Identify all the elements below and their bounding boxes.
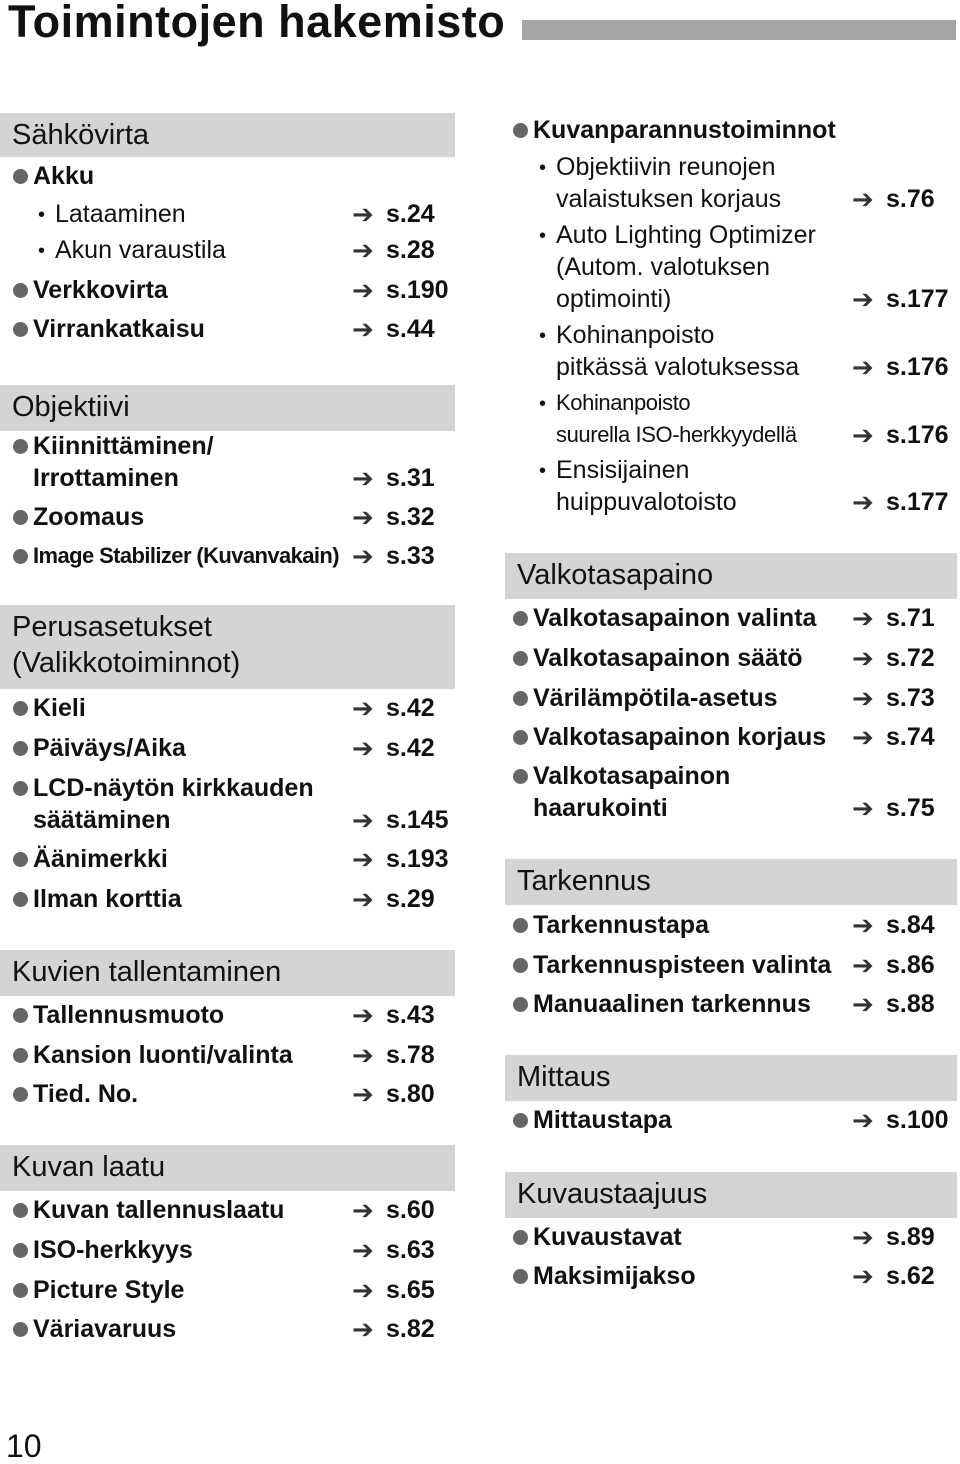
page-reference: s.31: [386, 464, 435, 492]
page-reference: s.71: [886, 604, 935, 632]
page-reference: s.28: [386, 236, 435, 264]
section-heading-line: (Valikkotoiminnot): [12, 647, 241, 679]
page-reference: s.65: [386, 1276, 435, 1304]
entry-label: Virrankatkaisu: [33, 315, 205, 343]
arrow-right-icon: ➔: [352, 1079, 374, 1109]
section-heading: Valkotasapaino: [505, 553, 957, 599]
page-reference: s.80: [386, 1080, 435, 1108]
entry-label: Irrottaminen: [33, 464, 179, 492]
page-reference: s.42: [386, 734, 435, 762]
bullet-dot-icon: [13, 1087, 28, 1102]
entry-label: Kuvan tallennuslaatu: [33, 1196, 285, 1224]
page-reference: s.145: [386, 806, 449, 834]
page-reference: s.72: [886, 644, 935, 672]
page-reference: s.100: [886, 1106, 949, 1134]
entry-label: Akun varaustila: [55, 236, 226, 264]
page-reference: s.75: [886, 794, 935, 822]
entry-label: Maksimijakso: [533, 1262, 696, 1290]
arrow-right-icon: ➔: [352, 1235, 374, 1265]
page-reference: s.62: [886, 1262, 935, 1290]
bullet-dot-icon: [13, 1283, 28, 1298]
arrow-right-icon: ➔: [352, 1040, 374, 1070]
arrow-right-icon: ➔: [852, 989, 874, 1019]
entry-label: Zoomaus: [33, 503, 145, 531]
page-reference: s.190: [386, 276, 449, 304]
entry-label: Ilman korttia: [33, 885, 182, 913]
entry-label: huippuvalotoisto: [556, 488, 737, 516]
arrow-right-icon: ➔: [852, 910, 874, 940]
entry-label: Auto Lighting Optimizer: [556, 221, 816, 249]
entry-label: Kiinnittäminen/: [33, 432, 214, 460]
entry-label: Valkotasapainon valinta: [533, 604, 817, 632]
arrow-right-icon: ➔: [852, 184, 874, 214]
arrow-right-icon: ➔: [352, 1314, 374, 1344]
page-reference: s.76: [886, 185, 935, 213]
entry-label: LCD-näytön kirkkauden: [33, 774, 314, 802]
section-heading: Kuvan laatu: [0, 1145, 455, 1191]
bullet-dot-icon: [13, 1243, 28, 1258]
arrow-right-icon: ➔: [852, 284, 874, 314]
entry-label: Kieli: [33, 694, 86, 722]
page-reference: s.44: [386, 315, 435, 343]
bullet-dot-icon: [513, 691, 528, 706]
page-reference: s.32: [386, 503, 435, 531]
page-reference: s.88: [886, 990, 935, 1018]
page-title: Toimintojen hakemisto: [8, 0, 506, 47]
section-heading: [0, 605, 455, 689]
arrow-right-icon: ➔: [352, 1195, 374, 1225]
entry-label: Mittaustapa: [533, 1106, 672, 1134]
page-reference: s.29: [386, 885, 435, 913]
sub-bullet: •: [539, 393, 547, 415]
page-reference: s.86: [886, 951, 935, 979]
entry-label: valaistuksen korjaus: [556, 185, 782, 213]
entry-label: Kohinanpoisto: [556, 321, 715, 349]
arrow-right-icon: ➔: [352, 199, 374, 229]
bullet-dot-icon: [13, 439, 28, 454]
entry-label: Tallennusmuoto: [33, 1001, 225, 1029]
arrow-right-icon: ➔: [352, 463, 374, 493]
bullet-dot-icon: [513, 1113, 528, 1128]
bullet-dot-icon: [13, 283, 28, 298]
entry-label: Kuvanparannustoiminnot: [533, 116, 836, 144]
section-heading: Objektiivi: [0, 385, 455, 431]
bullet-dot-icon: [13, 322, 28, 337]
arrow-right-icon: ➔: [352, 1000, 374, 1030]
section-heading: Sähkövirta: [0, 113, 455, 157]
entry-label: Kohinanpoisto: [556, 390, 691, 415]
arrow-right-icon: ➔: [352, 502, 374, 532]
arrow-right-icon: ➔: [352, 733, 374, 763]
bullet-dot-icon: [13, 701, 28, 716]
arrow-right-icon: ➔: [852, 1261, 874, 1291]
entry-label: Tarkennuspisteen valinta: [533, 951, 832, 979]
bullet-dot-icon: [513, 1230, 528, 1245]
bullet-dot-icon: [13, 741, 28, 756]
entry-label: Värilämpötila-asetus: [533, 684, 778, 712]
arrow-right-icon: ➔: [352, 1275, 374, 1305]
arrow-right-icon: ➔: [852, 722, 874, 752]
bullet-dot-icon: [513, 769, 528, 784]
page-reference: s.63: [386, 1236, 435, 1264]
bullet-dot-icon: [13, 1048, 28, 1063]
section-heading: Kuvien tallentaminen: [0, 950, 455, 996]
bullet-dot-icon: [513, 1269, 528, 1284]
bullet-dot-icon: [513, 918, 528, 933]
entry-label: ISO-herkkyys: [33, 1236, 193, 1264]
entry-label: Image Stabilizer (Kuvanvakain): [33, 543, 339, 568]
arrow-right-icon: ➔: [352, 884, 374, 914]
page-reference: s.89: [886, 1223, 935, 1251]
bullet-dot-icon: [13, 1008, 28, 1023]
entry-label: optimointi): [556, 285, 672, 313]
page-reference: s.176: [886, 421, 949, 449]
section-heading-line: Perusasetukset: [12, 611, 212, 643]
entry-label: (Autom. valotuksen: [556, 253, 770, 281]
bullet-dot-icon: [513, 730, 528, 745]
page-reference: s.24: [386, 200, 435, 228]
section-heading: Kuvaustaajuus: [505, 1172, 957, 1218]
bullet-dot-icon: [513, 123, 528, 138]
page-reference: s.78: [386, 1041, 435, 1069]
arrow-right-icon: ➔: [852, 352, 874, 382]
page-reference: s.177: [886, 285, 949, 313]
arrow-right-icon: ➔: [352, 275, 374, 305]
arrow-right-icon: ➔: [852, 643, 874, 673]
entry-label: Päiväys/Aika: [33, 734, 186, 762]
entry-label: Lataaminen: [55, 200, 186, 228]
entry-label: Kuvaustavat: [533, 1223, 682, 1251]
bullet-dot-icon: [513, 997, 528, 1012]
sub-bullet: •: [38, 204, 46, 226]
page-reference: s.43: [386, 1001, 435, 1029]
sub-bullet: •: [539, 157, 547, 179]
entry-label: Väriavaruus: [33, 1315, 177, 1343]
sub-bullet: •: [539, 325, 547, 347]
arrow-right-icon: ➔: [852, 603, 874, 633]
bullet-dot-icon: [13, 892, 28, 907]
sub-bullet: •: [38, 240, 46, 262]
bullet-dot-icon: [513, 958, 528, 973]
bullet-dot-icon: [13, 510, 28, 525]
entry-label: Manuaalinen tarkennus: [533, 990, 811, 1018]
bullet-dot-icon: [13, 1203, 28, 1218]
sub-bullet: •: [539, 225, 547, 247]
entry-label: Valkotasapainon säätö: [533, 644, 803, 672]
sub-bullet: •: [539, 460, 547, 482]
entry-label: Objektiivin reunojen: [556, 153, 776, 181]
page-reference: s.74: [886, 723, 935, 751]
arrow-right-icon: ➔: [852, 420, 874, 450]
arrow-right-icon: ➔: [352, 693, 374, 723]
arrow-right-icon: ➔: [852, 1222, 874, 1252]
entry-label: Tarkennustapa: [533, 911, 709, 939]
page-reference: s.73: [886, 684, 935, 712]
bullet-dot-icon: [13, 1322, 28, 1337]
page-reference: s.82: [386, 1315, 435, 1343]
page-reference: s.176: [886, 353, 949, 381]
arrow-right-icon: ➔: [352, 541, 374, 571]
title-rule: [522, 20, 956, 40]
bullet-dot-icon: [13, 852, 28, 867]
arrow-right-icon: ➔: [852, 950, 874, 980]
page-reference: s.33: [386, 542, 435, 570]
entry-label: Tied. No.: [33, 1080, 139, 1108]
section-heading: Mittaus: [505, 1055, 957, 1101]
entry-label: Picture Style: [33, 1276, 185, 1304]
bullet-dot-icon: [13, 169, 28, 184]
entry-label: Kansion luonti/valinta: [33, 1041, 293, 1069]
entry-label: Verkkovirta: [33, 276, 168, 304]
section-heading: Tarkennus: [505, 859, 957, 905]
entry-label: Valkotasapainon: [533, 762, 731, 790]
entry-label: suurella ISO-herkkyydellä: [556, 422, 797, 447]
entry-label: Ensisijainen: [556, 456, 690, 484]
arrow-right-icon: ➔: [352, 805, 374, 835]
entry-label: Äänimerkki: [33, 845, 168, 873]
page-reference: s.177: [886, 488, 949, 516]
arrow-right-icon: ➔: [352, 314, 374, 344]
bullet-dot-icon: [513, 611, 528, 626]
bullet-dot-icon: [513, 651, 528, 666]
entry-label: Akku: [33, 162, 95, 190]
entry-label: haarukointi: [533, 794, 668, 822]
entry-label: Valkotasapainon korjaus: [533, 723, 827, 751]
bullet-dot-icon: [13, 781, 28, 796]
page-reference: s.42: [386, 694, 435, 722]
arrow-right-icon: ➔: [852, 1105, 874, 1135]
arrow-right-icon: ➔: [852, 487, 874, 517]
page-number: 10: [6, 1428, 42, 1464]
page-reference: s.84: [886, 911, 935, 939]
arrow-right-icon: ➔: [352, 844, 374, 874]
entry-label: pitkässä valotuksessa: [556, 353, 800, 381]
bullet-dot-icon: [13, 549, 28, 564]
arrow-right-icon: ➔: [852, 793, 874, 823]
page-reference: s.60: [386, 1196, 435, 1224]
arrow-right-icon: ➔: [852, 683, 874, 713]
arrow-right-icon: ➔: [352, 235, 374, 265]
entry-label: säätäminen: [33, 806, 171, 834]
page-reference: s.193: [386, 845, 449, 873]
